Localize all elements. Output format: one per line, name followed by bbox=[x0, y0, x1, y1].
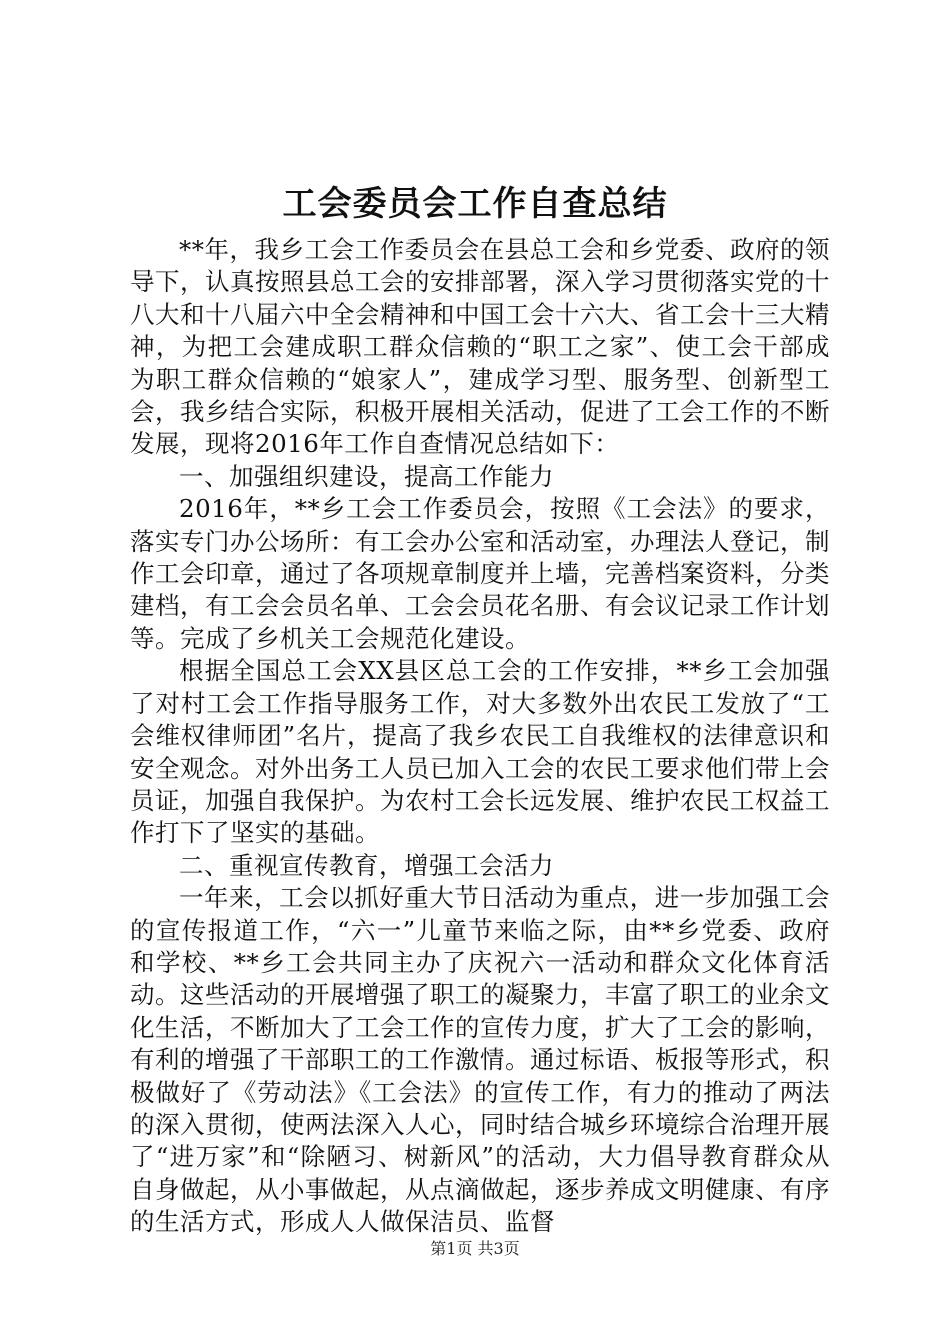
body-paragraph: 2016年，**乡工会工作委员会，按照《工会法》的要求，落实专门办公场所：有工会办公室和活动室，办理法人登记，制作工会印章，通过了各项规章制度并上墙，完善档案资料，分类建档，有工会会员名单、工会会员花名册、有会议记录工作计划等。完成了乡机关工会规范化建设。 bbox=[130, 494, 830, 653]
document-body bbox=[130, 234, 830, 1239]
section-heading-2: 二、重视宣传教育，增强工会活力 bbox=[179, 850, 554, 880]
page-footer: 第1页 共3页 bbox=[430, 1239, 520, 1258]
intro-paragraph: **年，我乡工会工作委员会在县总工会和乡党委、政府的领导下，认真按照县总工会的安排部署，深入学习贯彻落实党的十八大和十八届六中全会精神和中国工会十六大、省工会十三大精神，为把工会建成职工群众信赖的“职工之家”、使工会干部成为职工群众信赖的“娘家人”，建成学习型、服务型、创新型工会，我乡结合实际，积极开展相关活动，促进了工会工作的不断发展，现将2016年工作自查情况总结如下： bbox=[130, 235, 830, 459]
body-paragraph: 根据全国总工会XX县区总工会的工作安排，**乡工会加强了对村工会工作指导服务工作，对大多数外出农民工发放了“工会维权律师团”名片，提高了我乡农民工自我维权的法律意识和安全观念。对外出务工人员已加入工会的农民工要求他们带上会员证，加强自我保护。为农村工会长远发展、维护农民工权益工作打下了坚实的基础。 bbox=[130, 656, 830, 848]
body-paragraph: 一年来，工会以抓好重大节日活动为重点，进一步加强工会的宣传报道工作，“六一”儿童节来临之际，由**乡党委、政府和学校、**乡工会共同主办了庆祝六一活动和群众文化体育活动。这些活动的开展增强了职工的凝聚力，丰富了职工的业余文化生活，不断加大了工会工作的宣传力度，扩大了工会的影响，有利的增强了干部职工的工作激情。通过标语、板报等形式，积极做好了《劳动法》《工会法》的宣传工作，有力的推动了两法的深入贯彻，使两法深入人心，同时结合城乡环境综合治理开展了“进万家”和“除陋习、树新风”的活动，大力倡导教育群众从自身做起，从小事做起，从点滴做起，逐步养成文明健康、有序的生活方式，形成人人做保洁员、监督 bbox=[130, 883, 830, 1237]
section-heading-1: 一、加强组织建设，提高工作能力 bbox=[179, 461, 554, 491]
page-title: 工会委员会工作自查总结 bbox=[282, 184, 668, 224]
